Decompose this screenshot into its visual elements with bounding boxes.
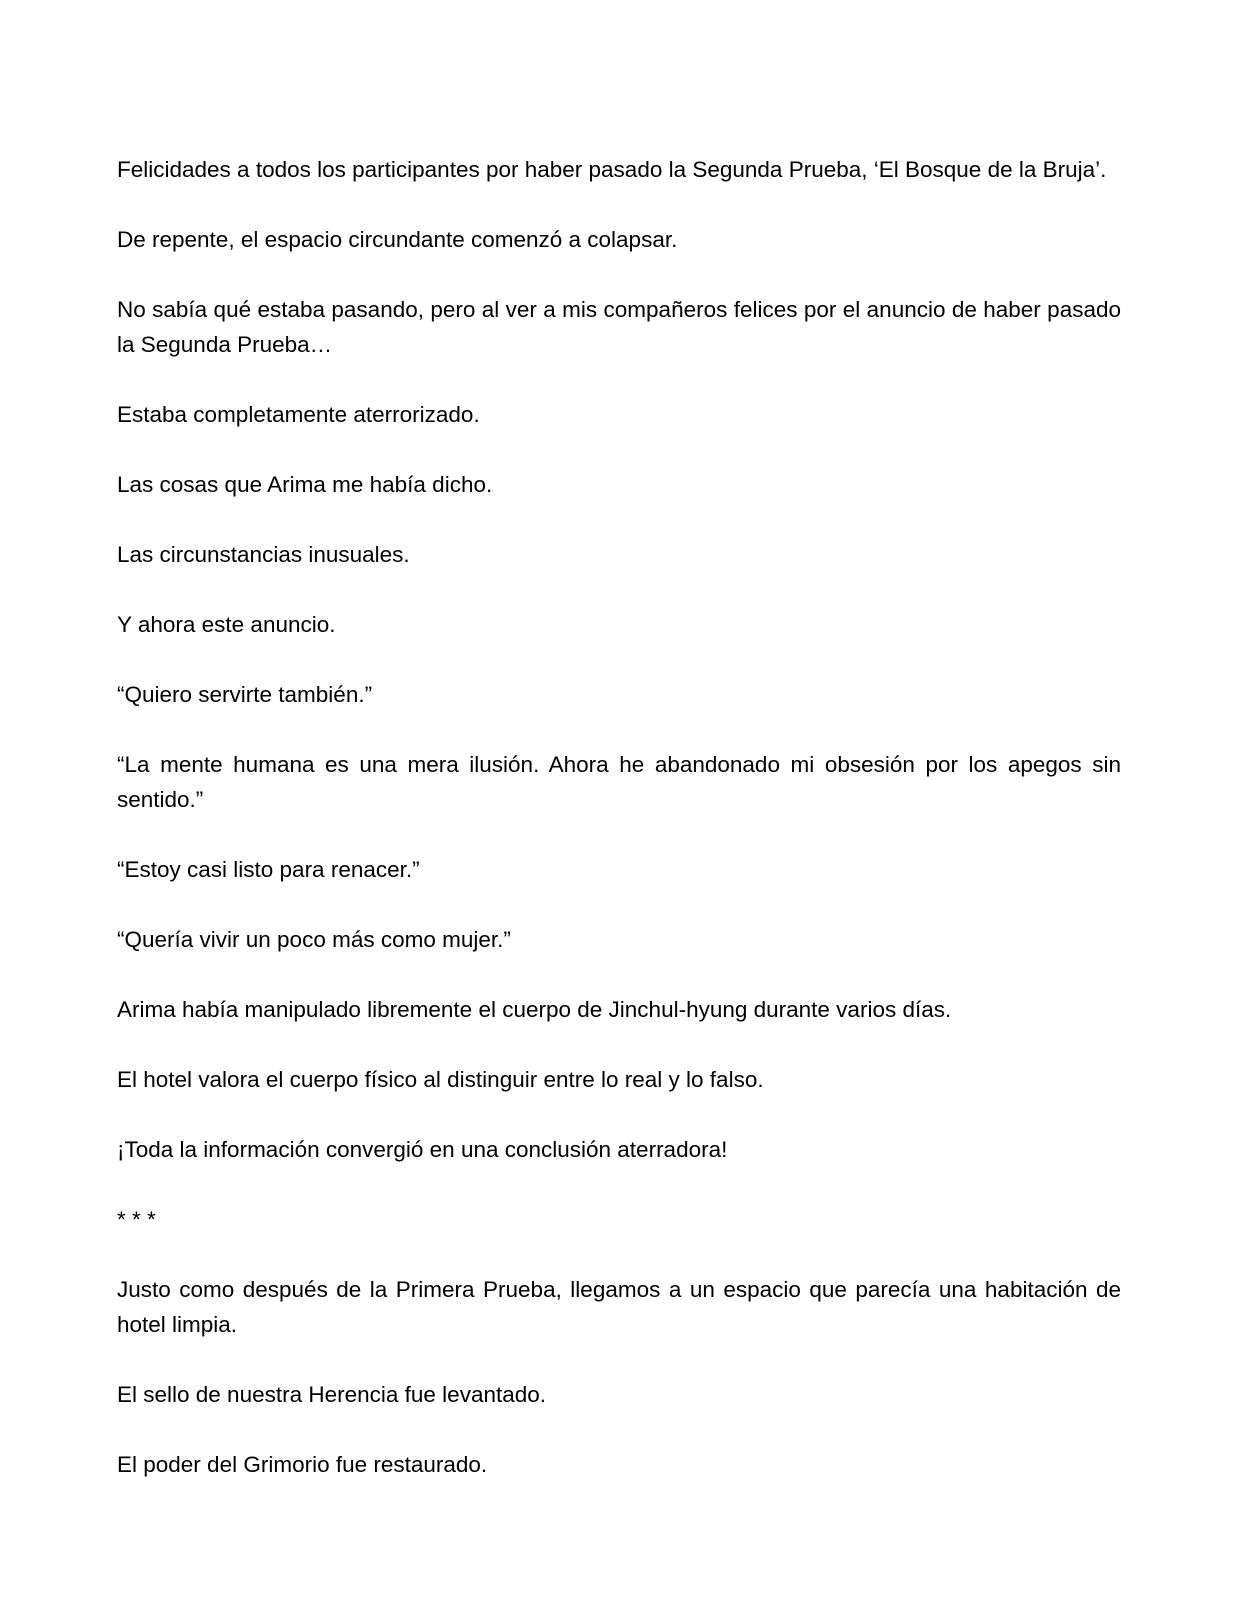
paragraph: El poder del Grimorio fue restaurado. xyxy=(117,1452,488,1477)
paragraph: “La mente humana es una mera ilusión. Ahora he abandonado mi obsesión por los apegos sin sentido.” xyxy=(117,752,1121,812)
paragraph: Felicidades a todos los participantes por haber pasado la Segunda Prueba, ‘El Bosque de la Bruja’. xyxy=(117,157,1107,182)
paragraph: Y ahora este anuncio. xyxy=(117,612,336,637)
paragraph: El sello de nuestra Herencia fue levantado. xyxy=(117,1382,547,1407)
paragraph: No sabía qué estaba pasando, pero al ver a mis compañeros felices por el anuncio de haber pasado la Segunda Prueba… xyxy=(117,297,1121,357)
paragraph: Las circunstancias inusuales. xyxy=(117,542,410,567)
paragraph: “Quiero servirte también.” xyxy=(117,682,373,707)
paragraph: Arima había manipulado libremente el cuerpo de Jinchul-hyung durante varios días. xyxy=(117,997,952,1022)
paragraph: Las cosas que Arima me había dicho. xyxy=(117,472,493,497)
document-body xyxy=(117,152,1121,1517)
paragraph: “Estoy casi listo para renacer.” xyxy=(117,857,420,882)
paragraph: De repente, el espacio circundante comenzó a colapsar. xyxy=(117,227,678,252)
paragraph: El hotel valora el cuerpo físico al distinguir entre lo real y lo falso. xyxy=(117,1067,764,1092)
paragraph: Estaba completamente aterrorizado. xyxy=(117,402,480,427)
paragraph: ¡Toda la información convergió en una conclusión aterradora! xyxy=(117,1137,728,1162)
section-separator: * * * xyxy=(117,1207,156,1232)
paragraph: Justo como después de la Primera Prueba, llegamos a un espacio que parecía una habitación de hotel limpia. xyxy=(117,1277,1121,1337)
paragraph: “Quería vivir un poco más como mujer.” xyxy=(117,927,511,952)
